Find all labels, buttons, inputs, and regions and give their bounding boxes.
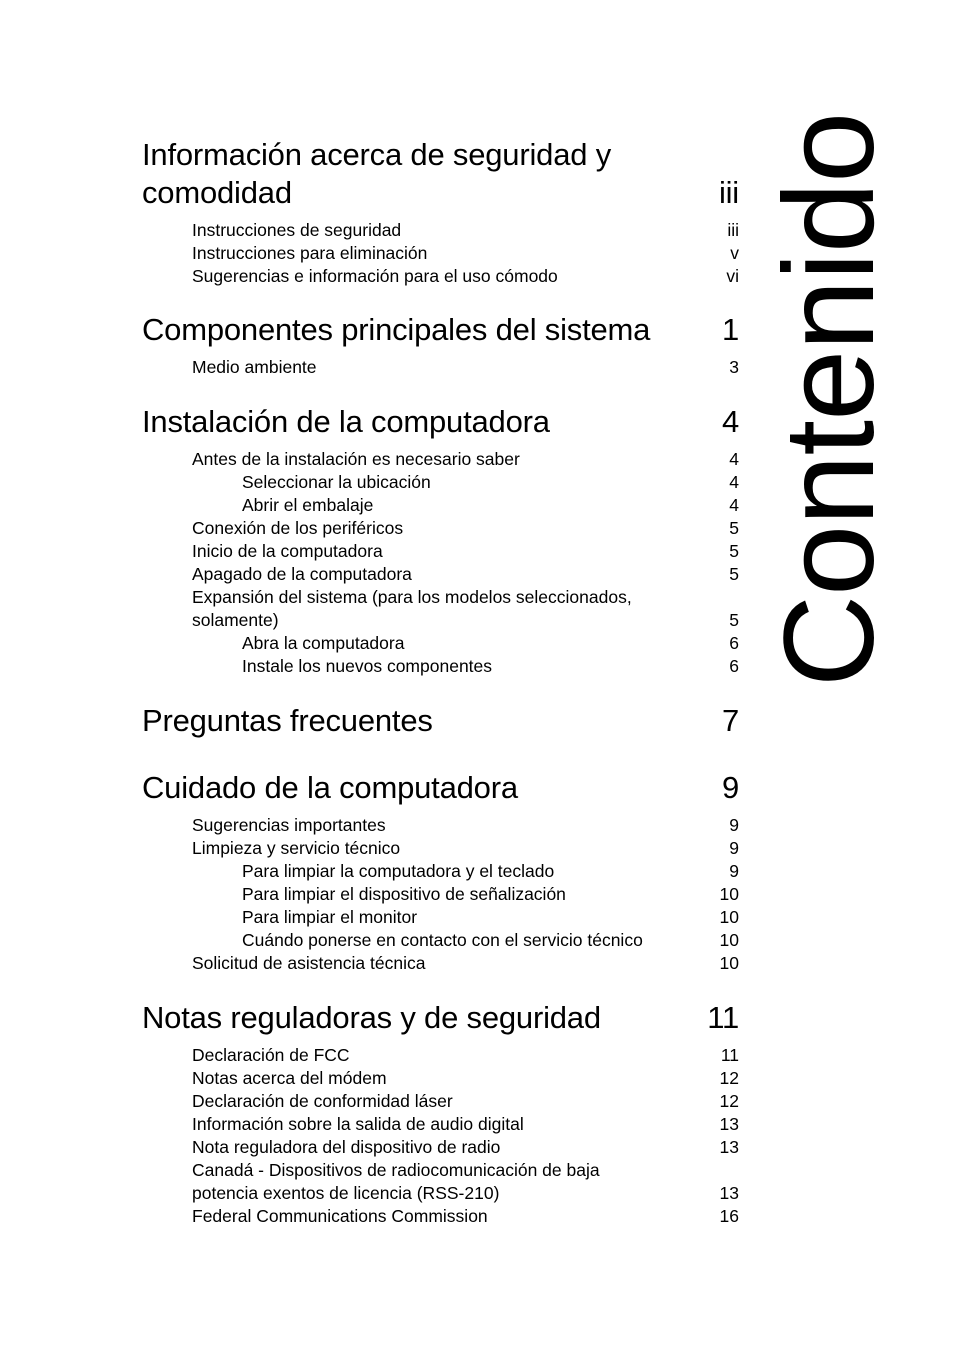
entry-page: 9 [729,815,739,835]
entry-page: 10 [719,953,739,973]
entry-title: Cuándo ponerse en contacto con el servicio técnico [242,930,643,950]
entry-title: Sugerencias e información para el uso cómodo [192,266,558,286]
entry-page: 9 [729,861,739,881]
toc-entry [142,1113,739,1136]
entry-title: Abrir el embalaje [242,495,374,515]
entry-title: Seleccionar la ubicación [242,472,431,492]
toc-entry [142,219,739,242]
table-of-contents [142,136,739,1228]
toc-entry [142,837,739,860]
entry-page: 9 [729,838,739,858]
toc-entry [142,814,739,837]
entry-title: Declaración de FCC [192,1045,350,1065]
toc-entry [142,1159,739,1205]
toc-entry [142,1136,739,1159]
entry-title: Declaración de conformidad láser [192,1091,453,1111]
entry-title: Expansión del sistema (para los modelos seleccionados, solamente) [192,587,632,630]
toc-subentry [142,655,739,678]
chapter-page: 7 [721,703,739,738]
chapter-title: Preguntas frecuentes [142,703,433,738]
entry-title: Limpieza y servicio técnico [192,838,401,858]
entry-title: Notas acerca del módem [192,1068,387,1088]
chapter-entries [142,1044,739,1228]
toc-entry [142,540,739,563]
entry-page: 12 [719,1068,739,1088]
toc-chapter [142,403,739,678]
entry-page: 5 [729,541,739,561]
chapter-title: Instalación de la computadora [142,404,550,439]
entry-title: Para limpiar la computadora y el teclado [242,861,555,881]
entry-title: Instrucciones de seguridad [192,220,402,240]
entry-page: 16 [719,1206,739,1226]
toc-subentry [142,906,739,929]
toc-entry [142,1090,739,1113]
toc-entry [142,952,739,975]
entry-page: 10 [719,907,739,927]
chapter-heading [142,311,739,349]
toc-chapter [142,999,739,1228]
entry-title: Abra la computadora [242,633,405,653]
toc-subentry [142,471,739,494]
entry-title: Para limpiar el dispositivo de señalización [242,884,566,904]
entry-title: Canadá - Dispositivos de radiocomunicación de baja potencia exentos de licencia (RSS-210) [192,1160,600,1203]
toc-entry [142,242,739,265]
side-title [750,112,910,688]
toc-entry [142,265,739,288]
chapter-heading [142,702,739,740]
entry-page: 4 [729,472,739,492]
entry-page: 6 [729,656,739,676]
toc-subentry [142,883,739,906]
toc-chapter [142,769,739,975]
entry-title: Solicitud de asistencia técnica [192,953,426,973]
toc-chapter [142,136,739,288]
entry-page: 10 [719,884,739,904]
chapter-page: iii [718,175,739,210]
entry-page: 5 [729,518,739,538]
toc-subentry [142,860,739,883]
toc-subentry [142,929,739,952]
toc-entry [142,563,739,586]
toc-entry [142,356,739,379]
entry-page: 13 [719,1137,739,1157]
toc-chapter [142,702,739,740]
toc-entry [142,448,739,471]
entry-title: Nota reguladora del dispositivo de radio [192,1137,501,1157]
chapter-entries [142,219,739,288]
entry-title: Inicio de la computadora [192,541,383,561]
entry-page: vi [726,266,739,286]
entry-title: Instrucciones para eliminación [192,243,428,263]
toc-subentry [142,494,739,517]
entry-title: Antes de la instalación es necesario saber [192,449,520,469]
chapter-heading [142,769,739,807]
entry-title: Instale los nuevos componentes [242,656,493,676]
entry-page: 5 [729,564,739,584]
chapter-page: 1 [721,312,739,347]
chapter-heading [142,403,739,441]
toc-entry [142,517,739,540]
chapter-page: 4 [721,404,739,439]
entry-page: iii [727,220,739,240]
chapter-title: Información acerca de seguridad y comodidad [142,137,611,210]
chapter-entries [142,814,739,975]
toc-entry [142,1067,739,1090]
entry-title: Federal Communications Commission [192,1206,488,1226]
entry-page: 12 [719,1091,739,1111]
entry-page: 10 [719,930,739,950]
chapter-title: Componentes principales del sistema [142,312,651,347]
entry-page: 13 [719,1183,739,1203]
entry-page: 6 [729,633,739,653]
toc-entry [142,1205,739,1228]
entry-page: 11 [720,1045,739,1065]
entry-page: 5 [729,610,739,630]
toc-entry [142,1044,739,1067]
entry-page: 4 [729,449,739,469]
entry-title: Para limpiar el monitor [242,907,418,927]
toc-entry [142,586,739,632]
entry-title: Conexión de los periféricos [192,518,404,538]
chapter-page: 9 [721,770,739,805]
chapter-entries [142,356,739,379]
entry-page: v [730,243,739,263]
chapter-title: Cuidado de la computadora [142,770,518,805]
entry-title: Información sobre la salida de audio digital [192,1114,524,1134]
entry-title: Medio ambiente [192,357,317,377]
chapter-page: 11 [707,1000,739,1035]
chapter-heading [142,999,739,1037]
side-title-text: Contenido [758,112,901,688]
entry-page: 4 [729,495,739,515]
entry-title: Apagado de la computadora [192,564,412,584]
entry-title: Sugerencias importantes [192,815,386,835]
chapter-heading [142,136,739,212]
chapter-title: Notas reguladoras y de seguridad [142,1000,601,1035]
entry-page: 3 [729,357,739,377]
chapter-entries [142,448,739,678]
toc-subentry [142,632,739,655]
entry-page: 13 [719,1114,739,1134]
toc-chapter [142,311,739,379]
